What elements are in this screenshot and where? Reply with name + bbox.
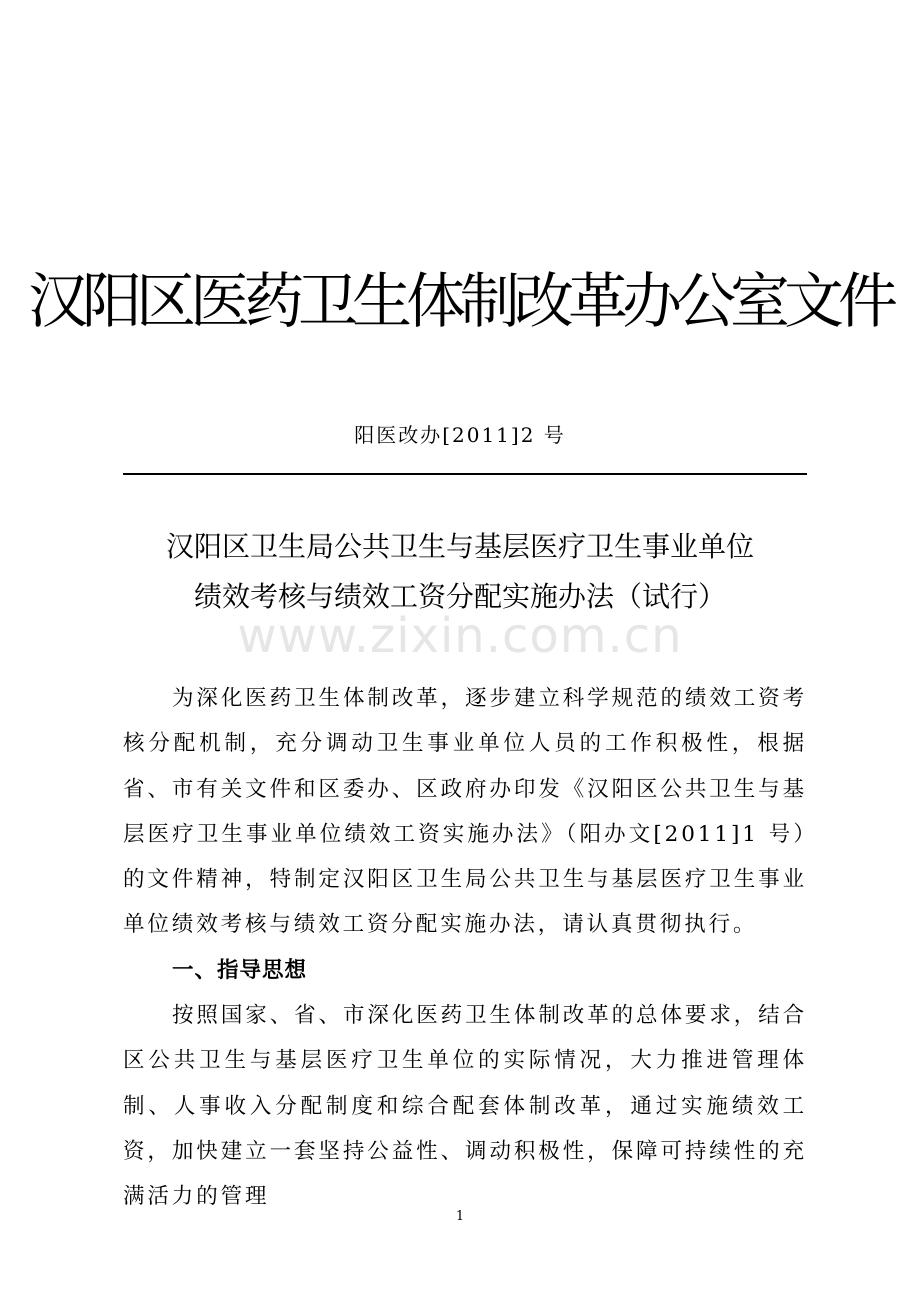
- issuing-organization-title: 汉阳区医药卫生体制改革办公室文件: [28, 267, 892, 337]
- document-title-line-1: 汉阳区卫生局公共卫生与基层医疗卫生事业单位: [165, 530, 754, 563]
- header-divider: [123, 473, 807, 475]
- document-body: [123, 676, 807, 1220]
- intro-paragraph: 为深化医药卫生体制改革，逐步建立科学规范的绩效工资考核分配机制，充分调动卫生事业单位人员的工作积极性，根据省、市有关文件和区委办、区政府办印发《汉阳区公共卫生与基层医疗卫生事业单位绩效工资实施办法》（阳办文[2011]1 号）的文件精神，特制定汉阳区卫生局公共卫生与基层医疗卫生事业单位绩效考核与绩效工资分配实施办法，请认真贯彻执行。: [123, 686, 807, 938]
- watermark: www.zixin.com.cn: [237, 608, 683, 664]
- document-number: 阳医改办[2011]2 号: [354, 423, 566, 447]
- section-heading: 一、指导思想: [172, 957, 308, 983]
- document-title-line-2: 绩效考核与绩效工资分配实施办法（试行）: [193, 580, 726, 613]
- section-paragraph: 按照国家、省、市深化医药卫生体制改革的总体要求，结合区公共卫生与基层医疗卫生单位的实际情况，大力推进管理体制、人事收入分配制度和综合配套体制改革，通过实施绩效工资，加快建立一套坚持公益性、调动积极性，保障可持续性的充满活力的管理: [123, 1003, 807, 1210]
- page-number: 1: [455, 1209, 465, 1224]
